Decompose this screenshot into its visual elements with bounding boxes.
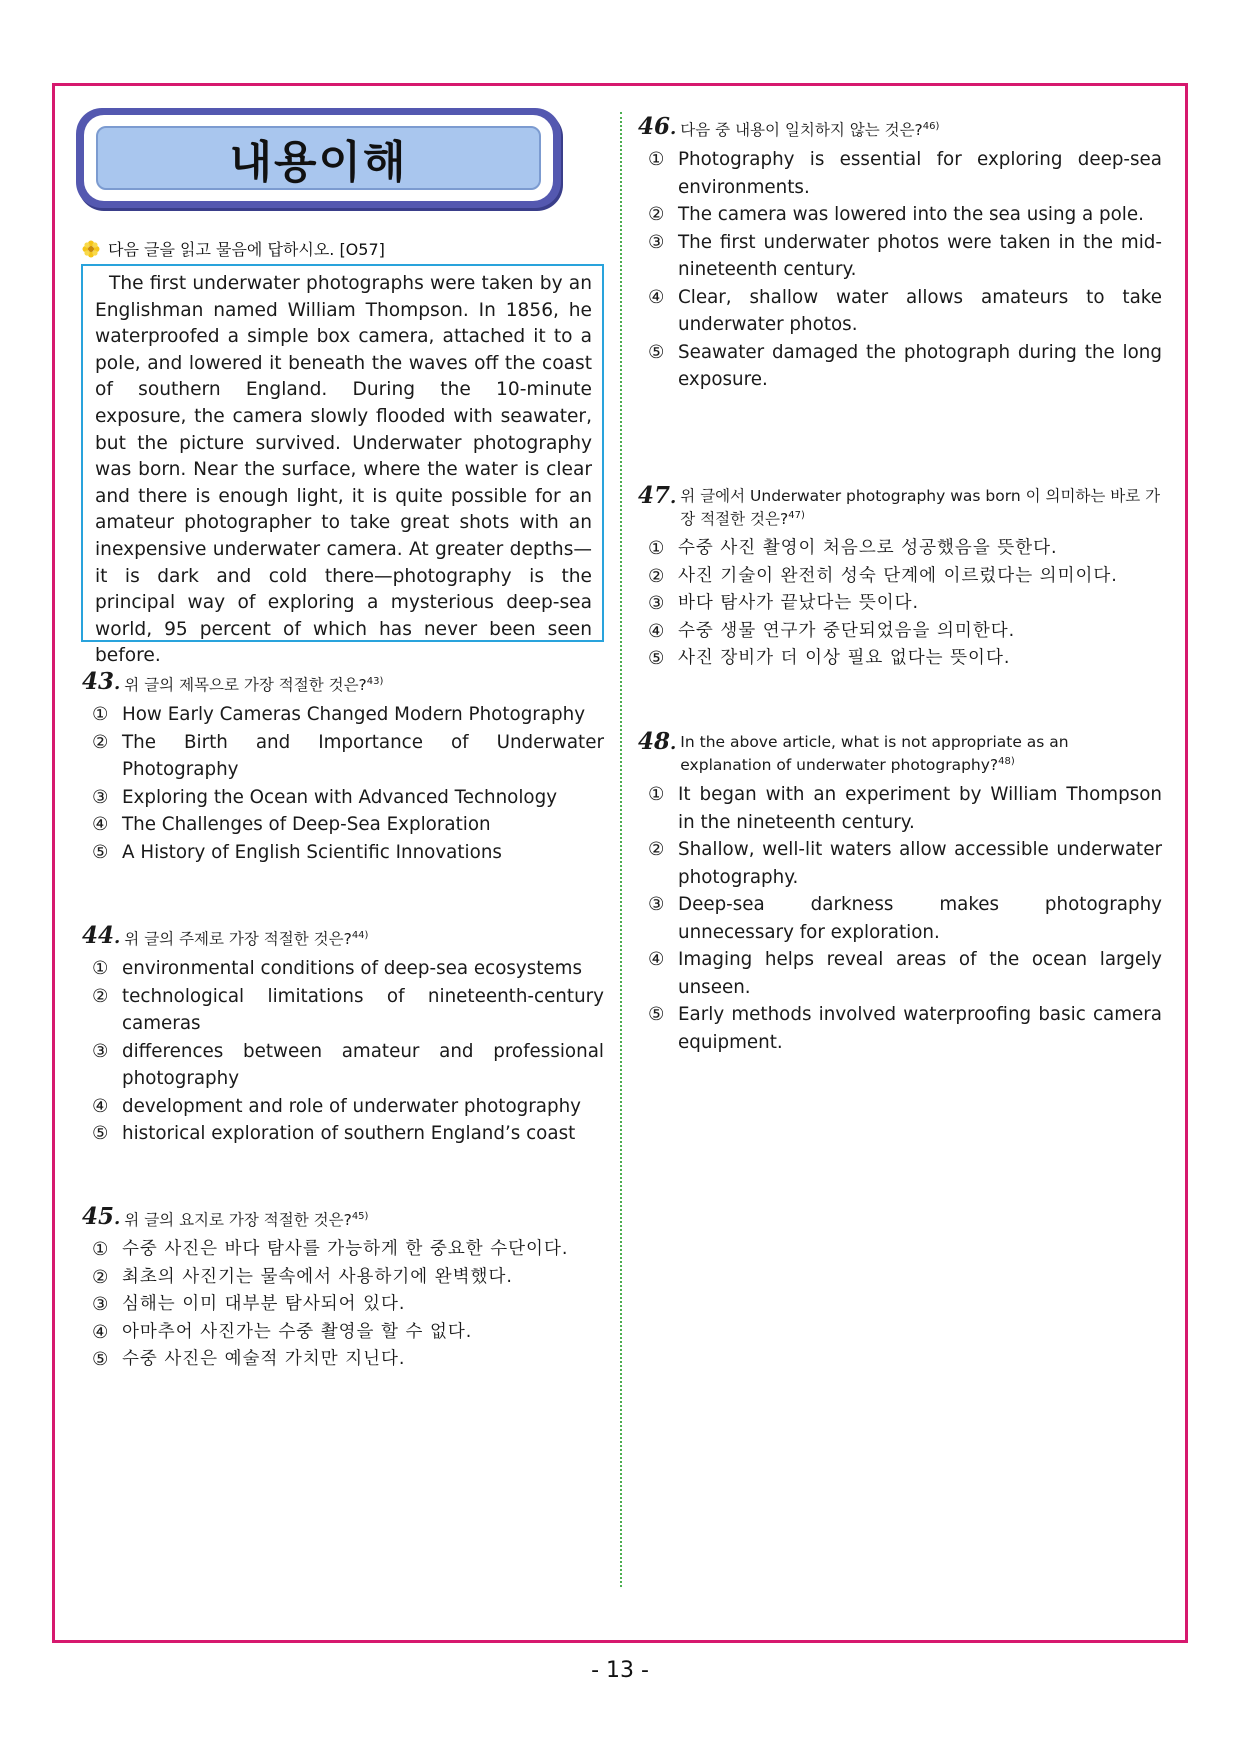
option[interactable]: ① How Early Cameras Changed Modern Photography xyxy=(92,704,586,726)
question-48: 48. In the above article, what is not appropriate as an explanation of underwater photography?$^{48)}$ ① It began with an experiment by William Thompson in the nineteenth century. ② Shallow, well-lit waters allow accessible underwater photography. ③ Deep-sea darkness makes photography unnecessary for exploration. ④ Imaging helps reveal areas of the ocean largely unseen. ⑤ Early methods involved waterproofing basic camera equipment. xyxy=(638,732,1162,1056)
option[interactable]: ② technological limitations of nineteenth-century cameras xyxy=(92,985,604,1035)
question-47: 47. 위 글에서 Underwater photography was born 이 의미하는 바로 가장 적절한 것은?$^{47)}$ ① 수중 사진 촬영이 처음으로 성공했음을 뜻한다. ② 사진 기술이 완전히 성숙 단계에 이르렀다는 의미이다. ③ 바다 탐사가 끝났다는 뜻이다. ④ 수중 생물 연구가 중단되었음을 의미한다. ⑤ 사진 장비가 더 이상 필요 없다는 뜻이다. xyxy=(638,486,1162,673)
question-text: 위 글의 주제로 가장 적절한 것은? xyxy=(124,930,352,949)
option[interactable]: ③ The first underwater photos were taken in the mid-nineteenth century. xyxy=(648,231,1162,281)
question-text: 다음 중 내용이 일치하지 않는 것은? xyxy=(680,121,923,140)
option[interactable]: ③ Deep-sea darkness makes photography unnecessary for exploration. xyxy=(648,894,1162,943)
option[interactable]: ④ development and role of underwater photography xyxy=(92,1095,581,1117)
footnote-ref: 45) xyxy=(351,1211,369,1222)
option[interactable]: ② 최초의 사진기는 물속에서 사용하기에 완벽했다. xyxy=(92,1266,513,1288)
option[interactable]: ⑤ 수중 사진은 예술적 가치만 지닌다. xyxy=(92,1349,406,1371)
question-text: 위 글의 제목으로 가장 적절한 것은? xyxy=(124,676,367,695)
option[interactable]: ① Photography is essential for exploring deep-sea environments. xyxy=(648,149,1162,198)
question-45: 45. 위 글의 요지로 가장 적절한 것은?$^{45)}$ ① 수중 사진은 바다 탐사를 가능하게 한 중요한 수단이다. ② 최초의 사진기는 물속에서 사용하기에 완벽했다. ③ 심해는 이미 대부분 탐사되어 있다. ④ 아마추어 사진가는 수중 촬영을 할 수 없다. ⑤ 수중 사진은 예술적 가치만 지닌다. xyxy=(82,1207,604,1374)
question-46: 46. 다음 중 내용이 일치하지 않는 것은?$^{46)}$ ① Photography is essential for exploring deep-sea environments. ② The camera was lowered into the sea using a pole. ③ The first underwater photos were taken in the mid-nineteenth century. ④ Clear, shallow water allows amateurs to take underwater photos. ⑤ Seawater damaged the photograph during the long exposure. xyxy=(638,117,1162,394)
title-banner xyxy=(76,108,561,208)
reading-passage: The first underwater photographs were taken by an Englishman named William Thompson. In 1856, he waterproofed a simple box camera, attached it to a pole, and lowered it beneath the waves off the coast of southern England. During the 10-minute exposure, the camera slowly flooded with seawater, but the picture survived. Underwater photography was born. Near the surface, where the water is clear and there is enough light, it is quite possible for an amateur photographer to take great shots with an inexpensive underwater camera. At greater depths—it is dark and cold there—photography is the principal way of exploring a mysterious deep-sea world, 95 percent of which has never been seen before. xyxy=(81,264,604,642)
option[interactable]: ② Shallow, well-lit waters allow accessible underwater photography. xyxy=(648,839,1162,888)
option[interactable]: ① environmental conditions of deep-sea ecosystems xyxy=(92,958,582,980)
option[interactable]: ④ Clear, shallow water allows amateurs to take underwater photos. xyxy=(648,286,1162,336)
question-text: 위 글에서 Underwater photography was born 이 의미하는 바로 가장 적절한 것은? xyxy=(680,487,1161,529)
footnote-ref: 48) xyxy=(998,756,1015,767)
option[interactable]: ⑤ historical exploration of southern England’s coast xyxy=(92,1123,576,1145)
column-divider xyxy=(620,112,622,1587)
flower-icon xyxy=(82,240,100,258)
option[interactable]: ⑤ Seawater damaged the photograph during the long exposure. xyxy=(648,341,1162,391)
instruction-text: 다음 글을 읽고 물음에 답하시오. [O57] xyxy=(108,240,385,259)
question-44: 44. 위 글의 주제로 가장 적절한 것은?$^{44)}$ ① environmental conditions of deep-sea ecosystems ② technological limitations of nineteenth-century cameras ③ differences between amateur and professional photography ④ development and role of underwater photography ⑤ historical exploration of southern England’s coast xyxy=(82,926,604,1148)
option[interactable]: ⑤ A History of English Scientific Innovations xyxy=(92,841,502,863)
question-number: 46 xyxy=(638,113,671,140)
question-43: 43. 위 글의 제목으로 가장 적절한 것은?$^{43)}$ ① How Early Cameras Changed Modern Photography ② The Birth and Importance of Underwater Photography ③ Exploring the Ocean with Advanced Technology ④ The Challenges of Deep-Sea Exploration ⑤ A History of English Scientific Innovations xyxy=(82,672,604,866)
question-number: 44 xyxy=(82,922,115,949)
option[interactable]: ① 수중 사진 촬영이 처음으로 성공했음을 뜻한다. xyxy=(648,538,1058,560)
footnote-ref: 46) xyxy=(922,121,940,132)
question-text: In the above article, what is not appropriate as an explanation of underwater photography? xyxy=(680,733,1069,775)
option[interactable]: ④ Imaging helps reveal areas of the ocean largely unseen. xyxy=(648,949,1162,998)
option[interactable]: ② 사진 기술이 완전히 성숙 단계에 이르렀다는 의미이다. xyxy=(648,565,1118,587)
option[interactable]: ② The Birth and Importance of Underwater Photography xyxy=(92,731,604,781)
option[interactable]: ④ The Challenges of Deep-Sea Exploration xyxy=(92,814,491,836)
option[interactable]: ② The camera was lowered into the sea using a pole. xyxy=(648,204,1144,226)
footnote-ref: 44) xyxy=(351,930,369,941)
option[interactable]: ③ differences between amateur and professional photography xyxy=(92,1040,604,1090)
option[interactable]: ⑤ Early methods involved waterproofing basic camera equipment. xyxy=(648,1004,1162,1053)
option[interactable]: ⑤ 사진 장비가 더 이상 필요 없다는 뜻이다. xyxy=(648,648,1011,670)
question-number: 47 xyxy=(638,482,671,509)
page-number: - 13 - xyxy=(591,1658,649,1683)
question-number: 45 xyxy=(82,1203,115,1230)
option[interactable]: ③ 바다 탐사가 끝났다는 뜻이다. xyxy=(648,593,920,615)
option[interactable]: ① 수중 사진은 바다 탐사를 가능하게 한 중요한 수단이다. xyxy=(92,1239,569,1261)
question-text: 위 글의 요지로 가장 적절한 것은? xyxy=(124,1211,352,1230)
option[interactable]: ③ 심해는 이미 대부분 탐사되어 있다. xyxy=(92,1294,406,1316)
option[interactable]: ① It began with an experiment by William Thompson in the nineteenth century. xyxy=(648,784,1162,833)
option[interactable]: ④ 아마추어 사진가는 수중 촬영을 할 수 없다. xyxy=(92,1321,473,1343)
instruction xyxy=(82,237,385,260)
option[interactable]: ④ 수중 생물 연구가 중단되었음을 의미한다. xyxy=(648,620,1016,642)
question-number: 43 xyxy=(82,668,115,695)
question-number: 48 xyxy=(638,728,671,755)
option[interactable]: ③ Exploring the Ocean with Advanced Technology xyxy=(92,786,558,808)
section-title: 내용이해 xyxy=(229,137,408,188)
footnote-ref: 47) xyxy=(788,510,805,521)
footnote-ref: 43) xyxy=(366,676,384,687)
